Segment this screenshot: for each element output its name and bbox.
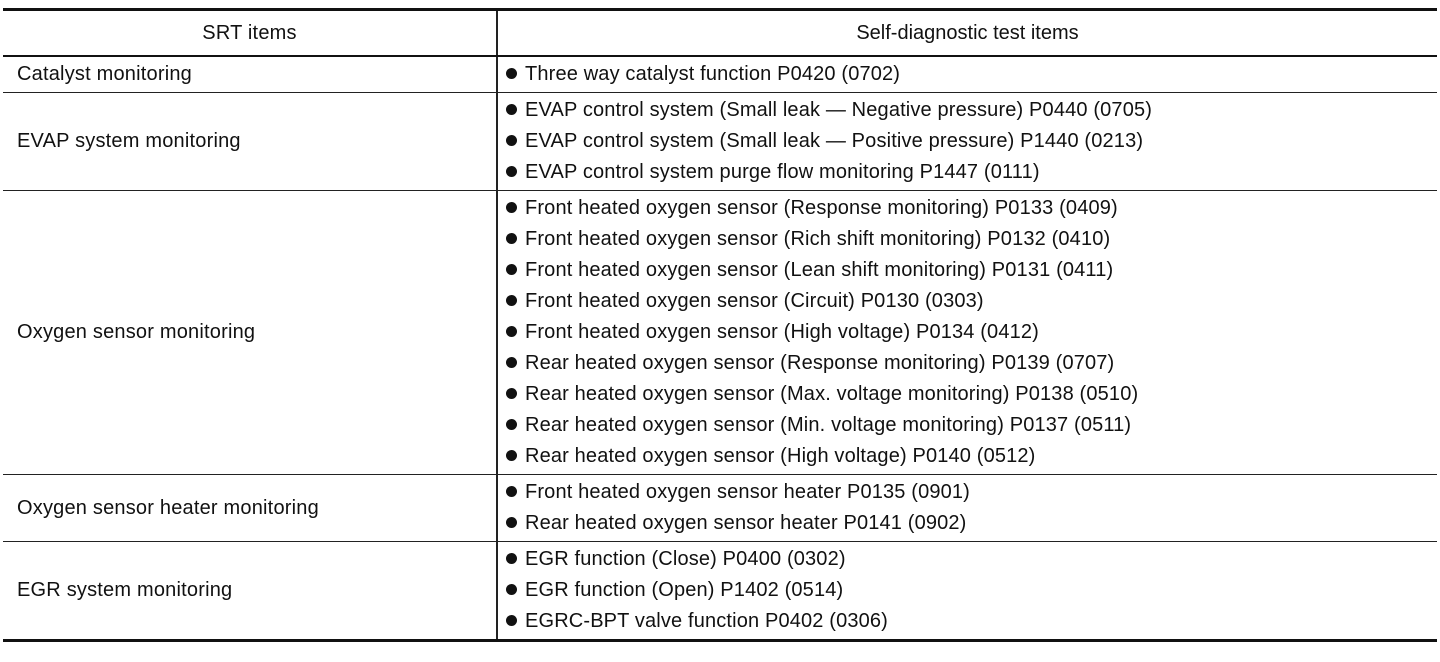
diagnostic-item-text: EVAP control system (Small leak — Negative pressure) P0440 (0705) [525,99,1153,121]
list-item [506,379,1437,410]
diagnostic-item-text: Front heated oxygen sensor (Circuit) P0130 (0303) [525,290,984,312]
diagnostic-item-list [498,542,1437,639]
diagnostic-item-text: Front heated oxygen sensor (Response monitoring) P0133 (0409) [525,197,1118,219]
list-item [506,157,1437,188]
bullet-icon [506,553,517,564]
srt-item-name: Oxygen sensor monitoring [3,191,498,474]
diagnostic-item-text: EVAP control system (Small leak — Positive pressure) P1440 (0213) [525,130,1144,152]
header-srt-items: SRT items [3,11,498,55]
list-item [506,193,1437,224]
bullet-icon [506,450,517,461]
list-item [506,477,1437,508]
table-body [3,57,1437,639]
bullet-icon [506,295,517,306]
diagnostic-item-text: Rear heated oxygen sensor heater P0141 (0902) [525,512,967,534]
list-item [506,508,1437,539]
list-item [506,286,1437,317]
diagnostic-item-text: Front heated oxygen sensor (Lean shift monitoring) P0131 (0411) [525,259,1114,281]
bullet-icon [506,584,517,595]
bullet-icon [506,104,517,115]
table-row [3,93,1437,191]
bullet-icon [506,233,517,244]
table-header [3,11,1437,57]
bullet-icon [506,135,517,146]
bullet-icon [506,357,517,368]
table-row [3,542,1437,639]
srt-item-name: Catalyst monitoring [3,57,498,92]
list-item [506,606,1437,637]
table-row [3,191,1437,475]
bullet-icon [506,202,517,213]
table-row [3,57,1437,93]
diagnostic-item-text: Rear heated oxygen sensor (Min. voltage monitoring) P0137 (0511) [525,414,1132,436]
srt-table [3,8,1437,642]
diagnostic-item-text: EGRC-BPT valve function P0402 (0306) [525,610,888,632]
bullet-icon [506,264,517,275]
diagnostic-item-text: EGR function (Open) P1402 (0514) [525,579,844,601]
bullet-icon [506,68,517,79]
diagnostic-item-text: Front heated oxygen sensor heater P0135 (0901) [525,481,970,503]
list-item [506,255,1437,286]
bullet-icon [506,517,517,528]
diagnostic-item-text: Three way catalyst function P0420 (0702) [525,63,901,85]
bullet-icon [506,326,517,337]
header-self-diagnostic-items: Self-diagnostic test items [856,21,1079,44]
table-row [3,475,1437,542]
list-item [506,224,1437,255]
bullet-icon [506,486,517,497]
list-item [506,410,1437,441]
list-item [506,575,1437,606]
srt-item-name: EGR system monitoring [3,542,498,639]
list-item [506,126,1437,157]
diagnostic-item-list [498,57,1437,92]
list-item [506,348,1437,379]
diagnostic-item-text: Front heated oxygen sensor (Rich shift monitoring) P0132 (0410) [525,228,1111,250]
bullet-icon [506,166,517,177]
list-item [506,95,1437,126]
diagnostic-item-text: EGR function (Close) P0400 (0302) [525,548,846,570]
diagnostic-item-text: Front heated oxygen sensor (High voltage) P0134 (0412) [525,321,1039,343]
bullet-icon [506,615,517,626]
list-item [506,317,1437,348]
diagnostic-item-text: EVAP control system purge flow monitoring P1447 (0111) [525,161,1040,183]
list-item [506,441,1437,472]
diagnostic-item-list [498,475,1437,541]
diagnostic-item-text: Rear heated oxygen sensor (Response monitoring) P0139 (0707) [525,352,1115,374]
bullet-icon [506,388,517,399]
srt-item-name: EVAP system monitoring [3,93,498,190]
diagnostic-item-list [498,191,1437,474]
diagnostic-item-list [498,93,1437,190]
bullet-icon [506,419,517,430]
diagnostic-item-text: Rear heated oxygen sensor (Max. voltage monitoring) P0138 (0510) [525,383,1139,405]
srt-item-name: Oxygen sensor heater monitoring [3,475,498,541]
diagnostic-item-text: Rear heated oxygen sensor (High voltage) P0140 (0512) [525,445,1036,467]
list-item [506,59,1437,90]
list-item [506,544,1437,575]
